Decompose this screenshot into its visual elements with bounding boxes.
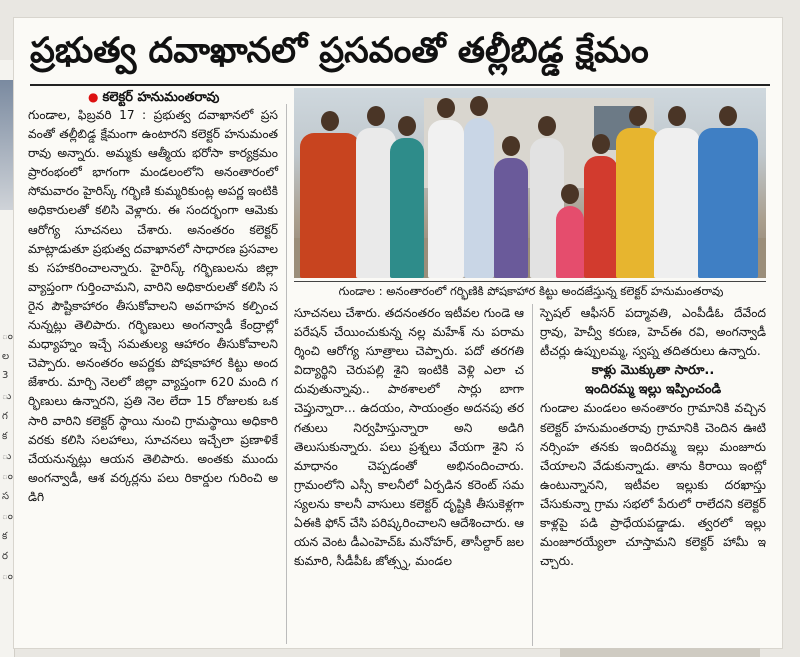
column-divider — [286, 104, 287, 644]
adjacent-text-fragment: ం — [2, 471, 13, 482]
caption-rule — [294, 281, 766, 282]
column-divider — [532, 304, 533, 646]
adjacent-text-fragment: ం — [2, 571, 13, 582]
news-photo — [294, 88, 766, 278]
adjacent-text-fragment: ం — [2, 511, 13, 522]
headline: ప్రభుత్వ దవాఖానలో ప్రసవంతో తల్లీబిడ్డ క్షేమం — [30, 31, 649, 71]
photo-caption: గుండాల : అనంతారంలో గర్భిణికి పోషకాహార కిట్టు అందజేస్తున్న కలెక్టర్ హనుమంతరావు — [338, 284, 724, 298]
article-column-2 — [294, 304, 524, 646]
adjacent-photo-fragment-bottom — [560, 648, 760, 657]
adjacent-text-fragment: 3 — [2, 370, 9, 381]
adjacent-photo-fragment — [0, 80, 13, 210]
adjacent-text-fragment: క — [2, 531, 8, 542]
adjacent-article-strip — [0, 60, 15, 657]
photo-person — [390, 138, 424, 278]
column-3-top-text: స్పెషల్ ఆఫీసర్ పద్మావతి, ఎంపీడీఓ దేవేందర్రావు, హెచ్వీ కరుణ, హెచ్ఈ రవి, అంగన్వాడీ టీచర్లు ఉప్పులమ్మ, స్వప్న తదితరులు ఉన్నారు. — [540, 306, 766, 359]
column-2-text: సూచనలు చేశారు. తదనంతరం ఇటీవల గుండె ఆపరేషన్ చేయించుకున్న నల్ల మహేశ్ ను పరామర్శించి ఆరోగ్య సూత్రాలు చెప్పారు. పదో తరగతి విద్యార్థిని చెరుపల్లి శైని ఇంటికి వెళ్లి ఎలా చదువుతున్నావు.. పాఠశాలలో సార్లు బాగా చెప్తున్నారా... ఉదయం, సాయంత్రం అదనపు తరగతులు నిర్వహిస్తున్నారా అని అడిగి తెలుసుకున్నారు. పలు ప్రశ్నలు వేయగా శైని సమాధానం చెప్పడంతో అభినందించారు. గ్రామంలోని ఎస్సీ కాలనీలో ఏర్పడిన కరెంట్ సమస్యలను కాలనీ వాసులు కలెక్టర్ దృష్టికి తీసుకెళ్లగా ఏఈకి ఫోన్ చేసి పరిష్కరించాలని ఆదేశించారు. ఆయన వెంట డీఎంహెచ్ఓ మనోహర్, తాసీల్దార్ జల కుమారి, సీడీపీఓ జోత్స్న, మండల — [294, 306, 524, 569]
adjacent-text-fragment: ం — [2, 331, 13, 342]
subheading-1: కాళ్లు మొక్కుతా సారూ.. — [591, 363, 715, 379]
article-column-1 — [28, 106, 278, 646]
byline-text: కలెక్టర్ హనుమంతరావు — [102, 90, 220, 105]
column-1-text: గుండాల, ఫిబ్రవరి 17 : ప్రభుత్వ దవాఖానలో ప్రసవంతో తల్లీబిడ్డ క్షేమంగా ఉంటారని కలెక్టర్ హనుమంతరావు అన్నారు. అమ్మకు ఆత్మీయ భరోసా కార్యక్రమం ప్రారంభంలో భాగంగా మండలంలోని అనంతారంలో సోమవారం హైరిస్క్ గర్భిణి కుమ్మరికుంట్ల అపర్ణ ఇంటికి అధికారులతో కలిసి వెళ్లారు. ఈ సందర్భంగా ఆమెకు ఆరోగ్య సూచనలు చేశారు. అనంతరం కలెక్టర్ మాట్లాడుతూ ప్రభుత్వ దవాఖానలో సాధారణ ప్రసవాలకు సహకరించాలన్నారు. హైరిస్క్ గర్భిణులను జిల్లా వ్యాప్తంగా గుర్తించామని, వారిని అధికారులతో కలిసి సరైన పౌష్టికాహారం తీసుకోవాలని అవగాహన కల్పించనున్నట్లు తెలిపారు. గర్భిణులు అంగన్వాడీ కేంద్రాల్లో మధ్యాహ్నం ఇచ్చే సమతుల్య ఆహారం తీసుకోవాలని చెప్పారు. అనంతరం అపర్ణకు పోషకాహార కిట్టు అందజేశారు. మార్చి నెలలో జిల్లా వ్యాప్తంగా 620 మంది గర్భిణులు ఉన్నారని, ప్రతి నెల లేదా 15 రోజులకు ఒకసారి వారిని కలెక్టర్ స్థాయి నుంచి గ్రామస్థాయి అధికారి వరకు కలిసి సలహాలు, సూచనలు ఇచ్చేలా ప్రణాళికే చేయనున్నట్లు ఆయన తెలిపారు. అంతకు ముందు అంగన్వాడీ, ఆశ వర్కర్లను పలు రికార్డుల గురించి అడిగి — [28, 108, 278, 504]
adjacent-text-fragment: ర — [2, 551, 8, 562]
article-column-3 — [540, 304, 766, 646]
adjacent-text-fragment: ల — [2, 351, 10, 362]
column-3-bottom-text: గుండాల మండలం అనంతారం గ్రామానికి వచ్చిన కలెక్టర్ హనుమంతరావు గ్రామానికి చెందిన ఊటి నర్సింహ తనకు ఇందిరమ్మ ఇల్లు మంజూరు చేయాలని వేడుకున్నాడు. తాను కిరాయి ఇంట్లో ఉంటున్నానని, ఇటీవల ఇల్లుకు దరఖాస్తు చేసుకున్నా గ్రామ సభలో పేరులో రాలేదని కలెక్టర్ కాళ్లపై పడి ప్రాధేయపడ్డాడు. త్వరలో ఇల్లు మంజూరయ్యేలా చూస్తామని కలెక్టర్ హామీ ఇచ్చారు. — [540, 401, 766, 569]
photo-person — [300, 133, 360, 278]
photo-person — [494, 158, 528, 278]
photo-person — [556, 206, 584, 278]
adjacent-text-fragment: స — [2, 491, 10, 502]
adjacent-text-fragment: ు — [2, 391, 12, 402]
headline-rule — [30, 84, 770, 86]
adjacent-text-fragment: గ — [2, 411, 8, 422]
photo-person — [654, 128, 700, 278]
subheading-2: ఇందిరమ్మ ఇల్లు ఇప్పించండి — [584, 382, 722, 398]
photo-person — [698, 128, 758, 278]
photo-person — [584, 156, 618, 278]
adjacent-text-fragment: క — [2, 431, 8, 442]
bullet-icon: ● — [88, 90, 99, 104]
photo-person — [464, 118, 494, 278]
photo-person — [428, 120, 464, 278]
adjacent-text-fragment: ు — [2, 451, 12, 462]
